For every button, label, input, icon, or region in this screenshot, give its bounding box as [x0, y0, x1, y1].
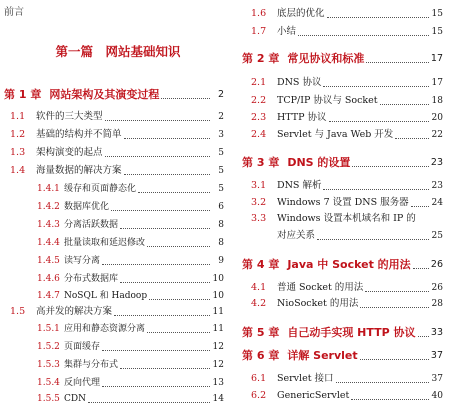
section-title-line2: 对应关系 [277, 230, 316, 241]
subsection-title: 批量读取和延迟修改 [64, 238, 146, 248]
toc-chapter-2[interactable] [242, 52, 443, 66]
section-number: 1.1 [10, 111, 26, 122]
page-number: 5 [218, 166, 224, 176]
dot-leader [298, 28, 429, 36]
dot-leader [395, 131, 429, 139]
dot-leader [114, 308, 210, 316]
section-number: 3.3 [251, 213, 267, 224]
chapter-number: 第 4 章 [242, 258, 280, 271]
section-title: 海量数据的解决方案 [36, 165, 122, 176]
subsection-number: 1.4.2 [37, 202, 60, 212]
page-number: 12 [212, 360, 224, 370]
page-number: 40 [431, 391, 443, 401]
toc-section-3-3[interactable] [251, 212, 443, 226]
page-number: 2 [217, 89, 224, 100]
section-title: DNS 解析 [277, 180, 322, 191]
section-title: Servlet 接口 [277, 373, 334, 384]
page-number: 17 [430, 53, 443, 64]
page-number: 37 [430, 350, 443, 361]
page-number: 8 [218, 238, 224, 248]
toc-chapter-5[interactable] [242, 326, 443, 340]
subsection-number: 1.5.5 [37, 394, 60, 404]
subsection-number: 1.4.5 [37, 256, 60, 266]
page-header: 前言 [4, 7, 24, 18]
toc-section-1-2[interactable] [10, 128, 224, 142]
subsection-title: 分布式数据库 [64, 274, 119, 284]
toc-section-1-4[interactable] [10, 164, 224, 178]
chapter-number: 第 5 章 [242, 326, 280, 339]
subsection-number: 1.4.6 [37, 274, 60, 284]
toc-subsection-1-4-2[interactable] [37, 200, 224, 214]
page-number: 13 [212, 378, 224, 388]
subsection-title: NoSQL 和 Hadoop [64, 291, 148, 301]
page-number: 25 [431, 231, 443, 241]
page-number: 26 [430, 259, 443, 270]
page-number: 23 [430, 157, 443, 168]
toc-subsection-1-5-1[interactable] [37, 322, 224, 336]
dot-leader [120, 275, 210, 283]
section-title: DNS 协议 [277, 77, 322, 88]
dot-leader [88, 395, 210, 403]
section-title: 小结 [277, 26, 297, 37]
section-number: 1.2 [10, 129, 26, 140]
page-number: 24 [431, 198, 443, 208]
toc-section-2-2[interactable] [251, 94, 443, 108]
section-title: 软件的三大类型 [36, 111, 103, 122]
page-number: 15 [431, 27, 443, 37]
page-number: 6 [218, 202, 224, 212]
toc-chapter-1[interactable] [4, 88, 224, 102]
dot-leader [351, 392, 429, 400]
page-number: 3 [218, 130, 224, 140]
section-number: 2.3 [251, 112, 267, 123]
subsection-title: CDN [64, 394, 86, 404]
toc-subsection-1-4-7[interactable] [37, 289, 224, 303]
dot-leader [147, 325, 210, 333]
toc-chapter-4[interactable] [242, 258, 443, 272]
toc-section-4-2[interactable] [251, 297, 443, 311]
page-number: 22 [431, 130, 443, 140]
subsection-title: 反向代理 [64, 378, 101, 388]
dot-leader [327, 10, 429, 18]
chapter-title: 自己动手实现 HTTP 协议 [287, 326, 416, 339]
page-number: 23 [431, 181, 443, 191]
dot-leader [124, 167, 210, 175]
toc-chapter-6[interactable] [242, 349, 443, 363]
dot-leader [102, 343, 210, 351]
subsection-title: 分离活跃数据 [64, 220, 119, 230]
section-number: 4.2 [251, 298, 267, 309]
subsection-title: 缓存和页面静态化 [64, 184, 137, 194]
toc-subsection-1-5-5[interactable] [37, 392, 224, 406]
subsection-number: 1.4.4 [37, 238, 60, 248]
section-title: 架构演变的起点 [36, 147, 103, 158]
subsection-title: 应用和静态资源分离 [64, 324, 146, 334]
dot-leader [329, 114, 429, 122]
page-number: 26 [431, 283, 443, 293]
dot-leader [360, 300, 429, 308]
section-title: Windows 7 设置 DNS 服务器 [277, 197, 409, 208]
toc-section-1-6[interactable] [251, 7, 443, 21]
dot-leader [336, 375, 429, 383]
section-title: TCP/IP 协议与 Socket [277, 95, 378, 106]
page-number: 10 [212, 274, 224, 284]
toc-subsection-1-4-4[interactable] [37, 236, 224, 250]
section-number: 2.1 [251, 77, 267, 88]
section-title: 底层的优化 [277, 8, 325, 19]
toc-subsection-1-4-6[interactable] [37, 272, 224, 286]
dot-leader [105, 149, 210, 157]
toc-section-6-2[interactable] [251, 389, 443, 403]
chapter-number: 第 3 章 [242, 156, 280, 169]
toc-section-3-3-cont[interactable] [277, 229, 443, 243]
dot-leader [120, 361, 210, 369]
section-number: 1.7 [251, 26, 267, 37]
dot-leader [138, 185, 210, 193]
section-title: 普通 Socket 的用法 [277, 282, 364, 293]
dot-leader [366, 55, 429, 63]
page-number: 28 [431, 299, 443, 309]
subsection-title: 数据库优化 [64, 202, 110, 212]
dot-leader [352, 159, 428, 167]
subsection-number: 1.5.1 [37, 324, 60, 334]
dot-leader [102, 379, 210, 387]
toc-chapter-3[interactable] [242, 156, 443, 170]
section-title: HTTP 协议 [277, 112, 327, 123]
dot-leader [360, 352, 429, 360]
section-number: 1.3 [10, 147, 26, 158]
toc-section-6-1[interactable] [251, 372, 443, 386]
page-number: 17 [431, 78, 443, 88]
page-number: 20 [431, 113, 443, 123]
toc-section-4-1[interactable] [251, 281, 443, 295]
toc-section-1-3[interactable] [10, 146, 224, 160]
chapter-title: 详解 Servlet [287, 349, 358, 362]
page-number: 2 [218, 112, 224, 122]
dot-leader [149, 292, 210, 300]
section-title: 基础的结构并不简单 [36, 129, 122, 140]
dot-leader [380, 97, 429, 105]
dot-leader [124, 131, 210, 139]
page-number: 9 [218, 256, 224, 266]
section-title-line1: Windows 设置本机域名和 IP 的 [277, 213, 416, 224]
dot-leader [365, 284, 429, 292]
section-number: 3.2 [251, 197, 267, 208]
dot-leader [161, 91, 210, 99]
section-title: NioSocket 的用法 [277, 298, 359, 309]
chapter-title: DNS 的设置 [287, 156, 351, 169]
dot-leader [120, 221, 210, 229]
section-number: 2.2 [251, 95, 267, 106]
toc-section-2-4[interactable] [251, 128, 443, 142]
toc-section-1-7[interactable] [251, 25, 443, 39]
subsection-title: 读写分离 [64, 256, 101, 266]
subsection-number: 1.4.1 [37, 184, 60, 194]
section-number: 6.1 [251, 373, 267, 384]
subsection-title: 集群与分布式 [64, 360, 119, 370]
page-number: 11 [212, 307, 224, 317]
chapter-number: 第 1 章 [4, 88, 42, 101]
section-number: 4.1 [251, 282, 267, 293]
toc-subsection-1-5-4[interactable] [37, 376, 224, 390]
section-title: GenericServlet [277, 390, 350, 401]
subsection-number: 1.5.3 [37, 360, 60, 370]
toc-section-2-3[interactable] [251, 111, 443, 125]
dot-leader [102, 257, 210, 265]
page-number: 8 [218, 220, 224, 230]
section-title: 高并发的解决方案 [36, 306, 113, 317]
toc-subsection-1-4-3[interactable] [37, 218, 224, 232]
chapter-number: 第 6 章 [242, 349, 280, 362]
subsection-number: 1.5.4 [37, 378, 60, 388]
chapter-title: Java 中 Socket 的用法 [287, 258, 411, 271]
toc-subsection-1-4-1[interactable] [37, 182, 224, 196]
section-number: 1.6 [251, 8, 267, 19]
toc-section-3-1[interactable] [251, 179, 443, 193]
toc-section-3-2[interactable] [251, 196, 443, 210]
dot-leader [323, 79, 429, 87]
dot-leader [413, 261, 429, 269]
section-number: 1.4 [10, 165, 26, 176]
section-number: 6.2 [251, 390, 267, 401]
subsection-title: 页面缓存 [64, 342, 101, 352]
dot-leader [147, 239, 210, 247]
page-number: 11 [212, 324, 224, 334]
dot-leader [418, 329, 429, 337]
toc-subsection-1-4-5[interactable] [37, 254, 224, 268]
dot-leader [411, 199, 429, 207]
section-title: Servlet 与 Java Web 开发 [277, 129, 394, 140]
subsection-number: 1.5.2 [37, 342, 60, 352]
subsection-number: 1.4.7 [37, 291, 60, 301]
page-number: 12 [212, 342, 224, 352]
dot-leader [105, 113, 210, 121]
page-number: 33 [430, 327, 443, 338]
section-number: 1.5 [10, 306, 26, 317]
page-number: 14 [212, 394, 224, 404]
page-number: 5 [218, 148, 224, 158]
dot-leader [317, 232, 429, 240]
toc-section-1-5[interactable] [10, 305, 224, 319]
chapter-title: 常见协议和标准 [287, 52, 365, 65]
toc-section-1-1[interactable] [10, 110, 224, 124]
toc-subsection-1-5-2[interactable] [37, 340, 224, 354]
section-number: 2.4 [251, 129, 267, 140]
part-title: 第一篇 网站基础知识 [55, 44, 181, 59]
toc-section-2-1[interactable] [251, 76, 443, 90]
section-number: 3.1 [251, 180, 267, 191]
toc-subsection-1-5-3[interactable] [37, 358, 224, 372]
page-number: 18 [431, 96, 443, 106]
dot-leader [323, 182, 429, 190]
page-number: 15 [431, 9, 443, 19]
chapter-number: 第 2 章 [242, 52, 280, 65]
page-number: 5 [218, 184, 224, 194]
dot-leader [111, 203, 210, 211]
page-number: 10 [212, 291, 224, 301]
subsection-number: 1.4.3 [37, 220, 60, 230]
page-number: 37 [431, 374, 443, 384]
chapter-title: 网站架构及其演变过程 [49, 88, 160, 101]
